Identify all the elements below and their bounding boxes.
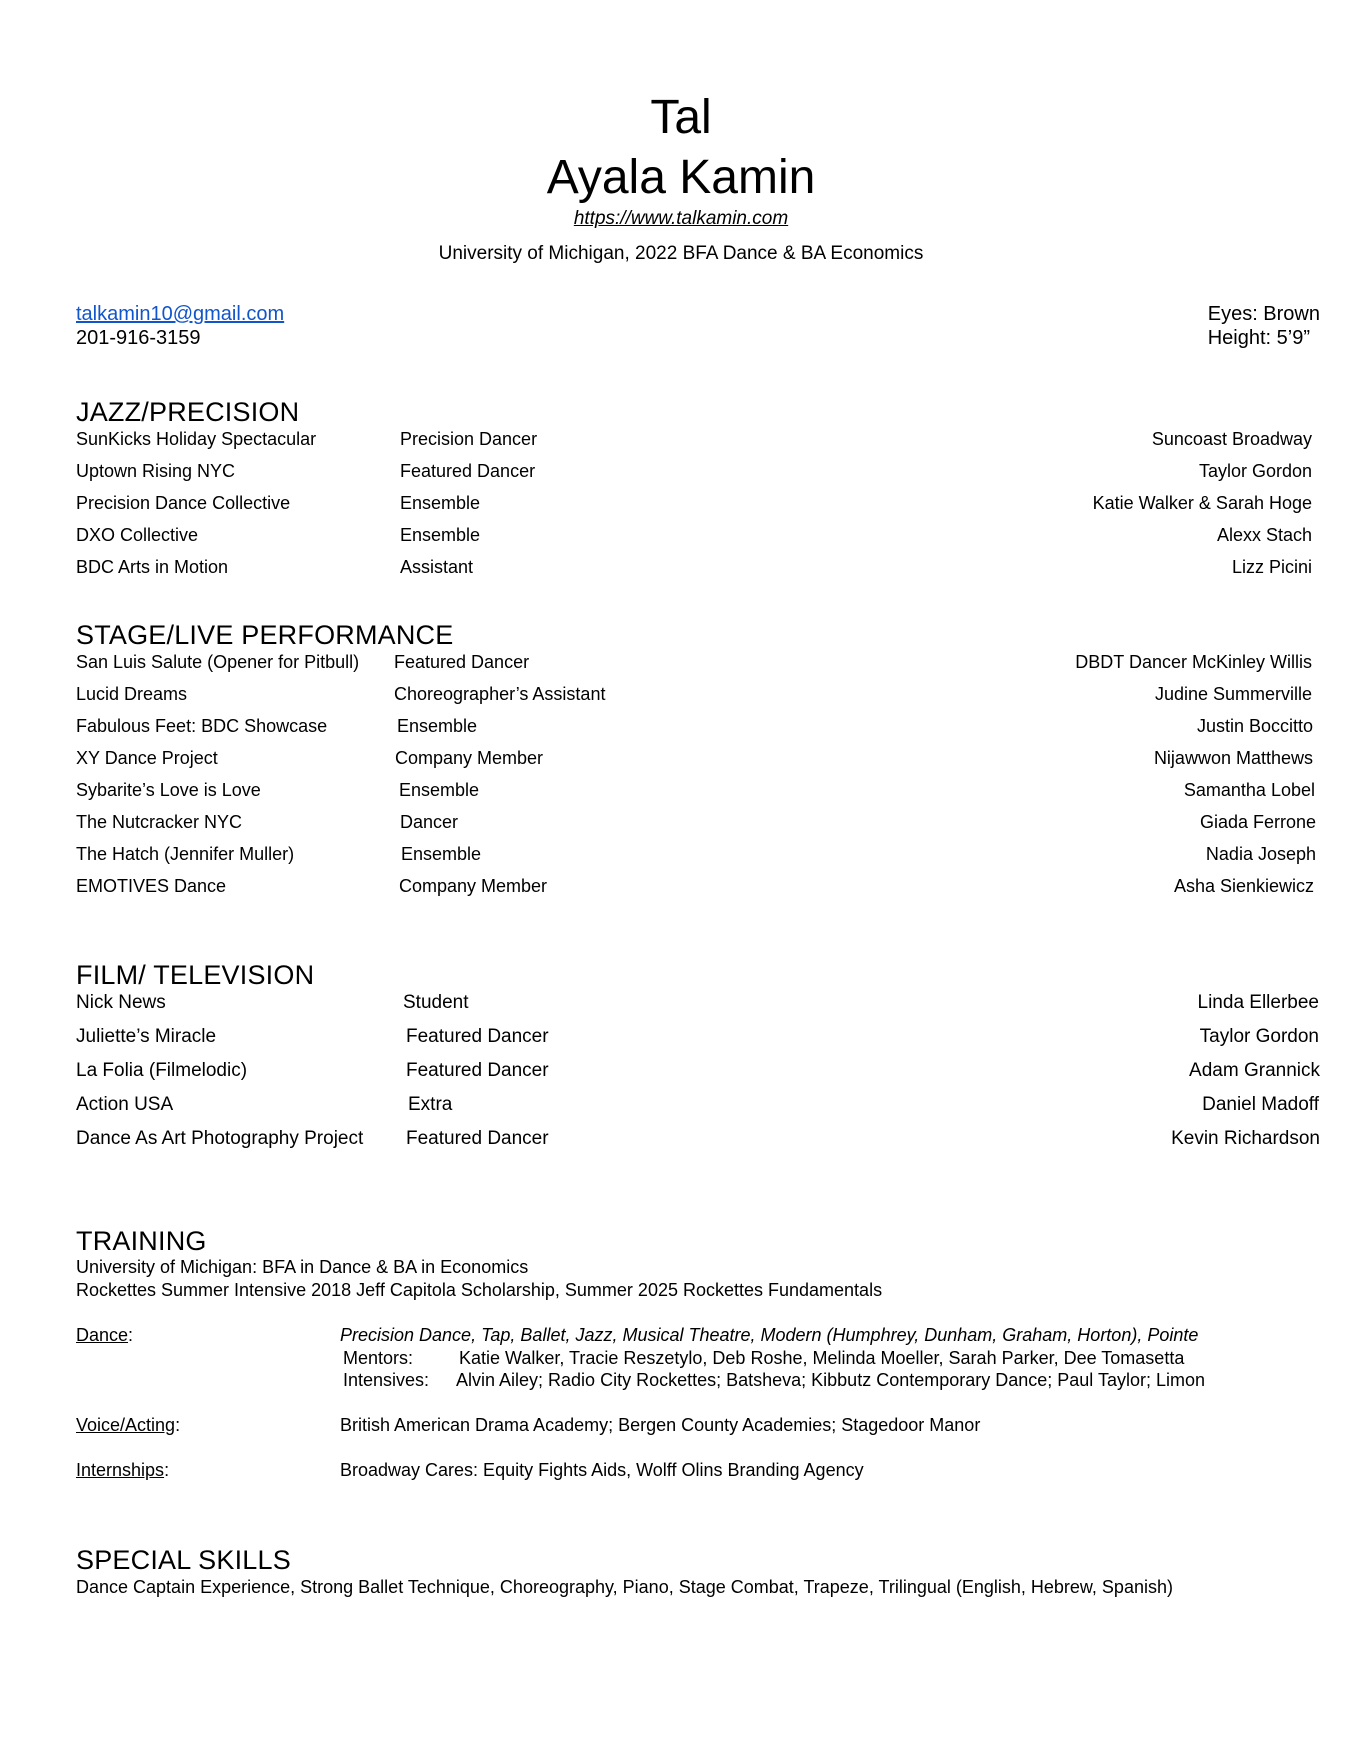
table-row <box>0 844 1362 870</box>
director: Daniel Madoff <box>1202 1094 1319 1115</box>
intensives-list: Alvin Ailey; Radio City Rockettes; Batsheva; Kibbutz Contemporary Dance; Paul Taylor; Limon <box>456 1370 1206 1390</box>
show-name: DXO Collective <box>76 525 199 545</box>
director: Alexx Stach <box>1216 525 1312 545</box>
show-name: The Nutcracker NYC <box>76 812 243 832</box>
show-name: EMOTIVES Dance <box>76 876 227 896</box>
director: Kevin Richardson <box>1171 1128 1320 1149</box>
show-name: XY Dance Project <box>76 748 218 768</box>
section-title-jazz: JAZZ/PRECISION <box>76 397 300 427</box>
first-name: Tal <box>650 91 712 144</box>
show-name: The Hatch (Jennifer Muller) <box>76 844 295 864</box>
role: Featured Dancer <box>406 1060 549 1081</box>
section-title-training: TRAINING <box>76 1226 207 1256</box>
mentors-label: Mentors: <box>343 1348 414 1368</box>
show-name: Precision Dance Collective <box>76 493 291 513</box>
director: Justin Boccitto <box>1196 716 1313 736</box>
table-row <box>0 684 1362 710</box>
role: Company Member <box>395 748 544 768</box>
director: Suncoast Broadway <box>1151 429 1312 449</box>
director: Asha Sienkiewicz <box>1173 876 1314 896</box>
role: Company Member <box>399 876 548 896</box>
show-name: Uptown Rising NYC <box>76 461 236 481</box>
role: Ensemble <box>399 780 480 800</box>
table-row <box>0 1060 1362 1086</box>
contact-block <box>76 302 284 350</box>
table-row <box>0 461 1362 487</box>
last-name: Ayala Kamin <box>546 151 816 204</box>
director: Nadia Joseph <box>1205 844 1316 864</box>
director: Judine Summerville <box>1154 684 1312 704</box>
show-name: Dance As Art Photography Project <box>76 1128 364 1149</box>
section-title-film: FILM/ TELEVISION <box>76 960 315 990</box>
table-row <box>0 716 1362 742</box>
intensives-label: Intensives: <box>343 1370 430 1390</box>
show-name: La Folia (Filmelodic) <box>76 1060 248 1081</box>
table-row <box>0 1026 1362 1052</box>
table-row <box>0 429 1362 455</box>
training-rockettes: Rockettes Summer Intensive 2018 Jeff Capitola Scholarship, Summer 2025 Rockettes Fundamentals <box>76 1280 883 1300</box>
table-row <box>0 557 1362 583</box>
director: Giada Ferrone <box>1199 812 1316 832</box>
voice-acting-label: Voice/Acting: <box>76 1415 181 1435</box>
show-name: SunKicks Holiday Spectacular <box>76 429 317 449</box>
table-row <box>0 1094 1362 1120</box>
table-row <box>0 1128 1362 1154</box>
show-name: Nick News <box>76 992 166 1013</box>
director: Adam Grannick <box>1189 1060 1320 1081</box>
role: Featured Dancer <box>394 652 530 672</box>
director: Nijawwon Matthews <box>1153 748 1313 768</box>
dance-styles: Precision Dance, Tap, Ballet, Jazz, Musical Theatre, Modern (Humphrey, Dunham, Graham, Horton), Pointe <box>340 1325 1199 1345</box>
role: Featured Dancer <box>406 1128 549 1149</box>
table-row <box>0 992 1362 1018</box>
role: Extra <box>408 1094 453 1115</box>
role: Choreographer’s Assistant <box>394 684 606 704</box>
education-summary: University of Michigan, 2022 BFA Dance & BA Economics <box>438 243 924 264</box>
table-row <box>0 780 1362 806</box>
voice-acting-detail: British American Drama Academy; Bergen County Academies; Stagedoor Manor <box>340 1415 981 1435</box>
role: Featured Dancer <box>400 461 536 481</box>
role: Ensemble <box>401 844 482 864</box>
show-name: Fabulous Feet: BDC Showcase <box>76 716 328 736</box>
height: Height: 5’9” <box>1207 327 1311 349</box>
director: Taylor Gordon <box>1199 1026 1319 1047</box>
table-row <box>0 493 1362 519</box>
director: Linda Ellerbee <box>1197 992 1319 1013</box>
table-row <box>0 652 1362 678</box>
role: Ensemble <box>400 493 481 513</box>
email-link[interactable]: talkamin10@gmail.com <box>76 303 285 325</box>
section-title-skills: SPECIAL SKILLS <box>76 1545 291 1575</box>
role: Dancer <box>400 812 459 832</box>
role: Precision Dancer <box>400 429 538 449</box>
internships-label: Internships: <box>76 1460 170 1480</box>
role: Student <box>403 992 469 1013</box>
director: Taylor Gordon <box>1198 461 1312 481</box>
director: Samantha Lobel <box>1183 780 1315 800</box>
training-degree: University of Michigan: BFA in Dance & BA in Economics <box>76 1257 529 1277</box>
role: Ensemble <box>397 716 478 736</box>
table-row <box>0 748 1362 774</box>
mentors-list: Katie Walker, Tracie Reszetylo, Deb Roshe, Melinda Moeller, Sarah Parker, Dee Tomasetta <box>459 1348 1185 1368</box>
table-row <box>0 525 1362 551</box>
director: DBDT Dancer McKinley Willis <box>1075 652 1312 672</box>
director: Lizz Picini <box>1231 557 1312 577</box>
show-name: Lucid Dreams <box>76 684 188 704</box>
show-name: Sybarite’s Love is Love <box>76 780 261 800</box>
show-name: San Luis Salute (Opener for Pitbull) <box>76 652 360 672</box>
internships-detail: Broadway Cares: Equity Fights Aids, Wolff Olins Branding Agency <box>340 1460 864 1480</box>
show-name: Action USA <box>76 1094 174 1115</box>
table-row <box>0 812 1362 838</box>
dance-label: Dance: <box>76 1325 134 1345</box>
director: Katie Walker & Sarah Hoge <box>1092 493 1312 513</box>
role: Ensemble <box>400 525 481 545</box>
role: Assistant <box>400 557 474 577</box>
show-name: BDC Arts in Motion <box>76 557 229 577</box>
eye-color: Eyes: Brown <box>1207 303 1320 325</box>
table-row <box>0 876 1362 902</box>
physical-stats <box>1208 302 1320 350</box>
special-skills-list: Dance Captain Experience, Strong Ballet Technique, Choreography, Piano, Stage Combat, Trapeze, Trilingual (English, Hebrew, Spanish) <box>76 1577 1173 1597</box>
website-link[interactable]: https://www.talkamin.com <box>573 208 789 229</box>
phone-number: 201-916-3159 <box>76 327 201 349</box>
role: Featured Dancer <box>406 1026 549 1047</box>
show-name: Juliette’s Miracle <box>76 1026 217 1047</box>
section-title-stage: STAGE/LIVE PERFORMANCE <box>76 620 454 650</box>
